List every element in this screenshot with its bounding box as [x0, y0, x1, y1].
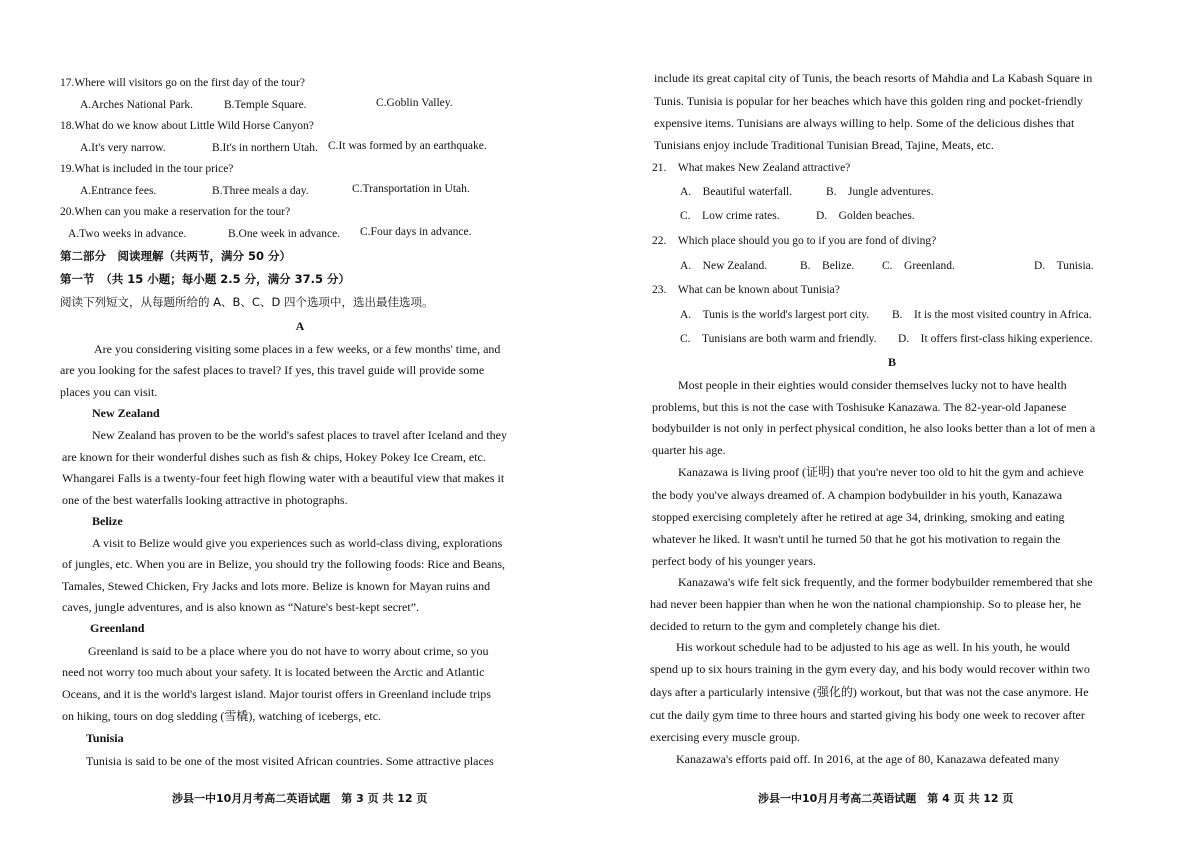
passage-b-line-2: problems, but this is not the case with Toshisuke Kanazawa. The 82-year-old Japanese: [652, 400, 1067, 414]
passage-b-line-4: quarter his age.: [652, 443, 726, 457]
question-17-stem: 17.Where will visitors go on the first day of the tour?: [60, 77, 305, 89]
right-page-footer: 涉县一中10月月考高二英语试题 第 4 页 共 12 页: [758, 792, 1014, 805]
passage-b-line-9: perfect body of his younger years.: [652, 554, 816, 568]
passage-b-line-5: Kanazawa is living proof (证明) that you're never too old to hit the gym and achieve: [678, 465, 1084, 479]
tunisia-cont-line-1: include its great capital city of Tunis, the beach resorts of Mahdia and La Kabash Square in: [654, 71, 1093, 85]
new-zealand-line-3: Whangarei Falls is a twenty-four feet high flowing water with a beautiful view that makes it: [62, 471, 505, 485]
section-one-heading: 第一节 （共 15 小题；每小题 2.5 分，满分 37.5 分）: [60, 272, 351, 286]
new-zealand-line-4: one of the best waterfalls looking attractive in photographs.: [62, 493, 348, 507]
passage-b-line-1: Most people in their eighties would consider themselves lucky not to have health: [678, 378, 1067, 392]
tunisia-heading: Tunisia: [86, 731, 124, 745]
question-21-option-c: C. Low crime rates.: [680, 210, 780, 222]
greenland-line-3: Oceans, and it is the world's largest island. Major tourist offers in Greenland include trips: [62, 687, 491, 701]
passage-b-line-8: whatever he liked. It wasn't until he turned 50 that he got his motivation to regain the: [652, 532, 1061, 546]
reading-instruction: 阅读下列短文，从每题所给的 A、B、C、D 四个选项中，选出最佳选项。: [60, 295, 434, 309]
tunisia-line-1: Tunisia is said to be one of the most visited African countries. Some attractive places: [86, 754, 494, 768]
passage-b-line-14: spend up to six hours training in the gym every day, and his body would recover within two: [650, 662, 1090, 676]
question-20-option-b: B.One week in advance.: [228, 228, 341, 240]
greenland-line-2: need not worry too much about your safety. It is located between the Arctic and Atlantic: [62, 665, 485, 679]
new-zealand-heading: New Zealand: [92, 406, 160, 420]
question-17-option-a: A.Arches National Park.: [80, 99, 194, 111]
question-17-option-c: C.Goblin Valley.: [376, 97, 453, 109]
question-19-option-c: C.Transportation in Utah.: [352, 183, 470, 195]
new-zealand-line-2: are known for their wonderful dishes such as fish & chips, Hokey Pokey Ice Cream, etc.: [62, 450, 486, 464]
new-zealand-line-1: New Zealand has proven to be the world's safest places to travel after Iceland and they: [92, 428, 507, 442]
left-page-footer: 涉县一中10月月考高二英语试题 第 3 页 共 12 页: [172, 792, 428, 805]
passage-b-line-7: stopped exercising completely after he retired at age 34, drinking, smoking and eating: [652, 510, 1065, 524]
belize-line-2: of jungles, etc. When you are in Belize, you should try the following foods: Rice and Beans,: [62, 557, 506, 571]
question-22-stem: 22. Which place should you go to if you are fond of diving?: [652, 235, 937, 247]
greenland-line-4: on hiking, tours on dog sledding (雪橇), watching of icebergs, etc.: [62, 709, 382, 723]
part-two-heading: 第二部分 阅读理解（共两节，满分 50 分）: [60, 249, 292, 263]
passage-b-line-17: exercising every muscle group.: [650, 730, 800, 744]
left-page: [60, 0, 540, 848]
question-22-option-c: C. Greenland.: [882, 260, 955, 272]
passage-a-label: A: [295, 319, 305, 333]
intro-line-1: Are you considering visiting some places in a few weeks, or a few months' time, and: [94, 342, 501, 356]
greenland-line-1: Greenland is said to be a place where you do not have to worry about crime, so you: [88, 644, 489, 658]
question-19-option-a: A.Entrance fees.: [80, 185, 157, 197]
tunisia-cont-line-2: Tunis. Tunisia is popular for her beaches which have this golden ring and pocket-friendly: [654, 94, 1083, 108]
question-19-option-b: B.Three meals a day.: [212, 185, 309, 197]
question-20-option-a: A.Two weeks in advance.: [68, 228, 187, 240]
question-22-option-a: A. New Zealand.: [680, 260, 768, 272]
belize-heading: Belize: [92, 514, 123, 528]
passage-b-line-3: bodybuilder is not only in perfect physical condition, he also looks better than a lot of men a: [652, 421, 1096, 435]
passage-b-line-11: had never been happier than when he won the national championship. So to please her, he: [650, 597, 1082, 611]
question-18-option-b: B.It's in northern Utah.: [212, 142, 318, 154]
question-21-stem: 21. What makes New Zealand attractive?: [652, 162, 851, 174]
passage-b-label: B: [888, 355, 897, 369]
question-23-stem: 23. What can be known about Tunisia?: [652, 284, 840, 296]
question-18-stem: 18.What do we know about Little Wild Horse Canyon?: [60, 120, 314, 132]
tunisia-cont-line-4: Tunisians enjoy include Traditional Tunisian Bread, Tajine, Meats, etc.: [654, 138, 994, 152]
passage-b-line-16: cut the daily gym time to three hours and started giving his body one week to recover after: [650, 708, 1085, 722]
question-20-option-c: C.Four days in advance.: [360, 226, 472, 238]
question-20-stem: 20.When can you make a reservation for the tour?: [60, 206, 291, 218]
passage-b-line-18: Kanazawa's efforts paid off. In 2016, at the age of 80, Kanazawa defeated many: [676, 752, 1060, 766]
intro-line-3: places you can visit.: [60, 385, 158, 399]
passage-b-line-13: His workout schedule had to be adjusted to his age as well. In his youth, he would: [676, 640, 1070, 654]
belize-line-4: caves, jungle adventures, and is also known as “Nature's best-kept secret”.: [62, 600, 420, 614]
intro-line-2: are you looking for the safest places to travel? If yes, this travel guide will provide some: [60, 363, 485, 377]
belize-line-1: A visit to Belize would give you experiences such as world-class diving, explorations: [92, 536, 503, 550]
belize-line-3: Tamales, Stewed Chicken, Fry Jacks and lots more. Belize is known for Mayan ruins and: [62, 579, 491, 593]
question-23-option-a: A. Tunis is the world's largest port city.: [680, 309, 870, 321]
passage-b-line-12: decided to return to the gym and completely change his diet.: [650, 619, 941, 633]
question-21-option-d: D. Golden beaches.: [816, 210, 915, 222]
question-23-option-c: C. Tunisians are both warm and friendly.: [680, 333, 877, 345]
question-21-option-a: A. Beautiful waterfall.: [680, 186, 793, 198]
question-22-option-d: D. Tunisia.: [1034, 260, 1094, 272]
question-23-option-d: D. It offers first-class hiking experience.: [898, 333, 1093, 345]
question-22-option-b: B. Belize.: [800, 260, 855, 272]
question-17-option-b: B.Temple Square.: [224, 99, 307, 111]
passage-b-line-10: Kanazawa's wife felt sick frequently, and the former bodybuilder remembered that she: [678, 575, 1093, 589]
question-19-stem: 19.What is included in the tour price?: [60, 163, 234, 175]
passage-b-line-15: days after a particularly intensive (强化的) workout, but that was not the case anymore. He: [650, 685, 1089, 699]
question-18-option-a: A.It's very narrow.: [80, 142, 166, 154]
question-23-option-b: B. It is the most visited country in Africa.: [892, 309, 1092, 321]
right-page: [648, 0, 1138, 848]
question-18-option-c: C.It was formed by an earthquake.: [328, 140, 487, 152]
greenland-heading: Greenland: [90, 621, 145, 635]
question-21-option-b: B. Jungle adventures.: [826, 186, 934, 198]
passage-b-line-6: the body you've always dreamed of. A champion bodybuilder in his youth, Kanazawa: [652, 488, 1063, 502]
tunisia-cont-line-3: expensive items. Tunisians are always willing to help. Some of the delicious dishes that: [654, 116, 1075, 130]
